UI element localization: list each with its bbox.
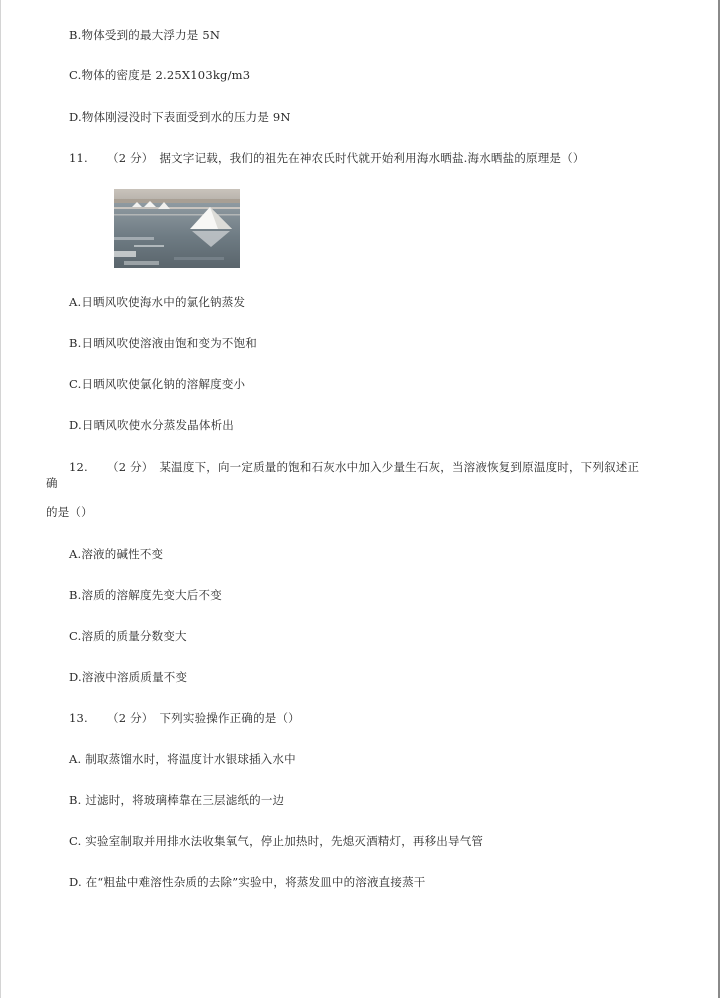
question-11-option-c: C.日晒风吹使氯化钠的溶解度变小 <box>69 377 246 391</box>
question-11-option-b: B.日晒风吹使溶液由饱和变为不饱和 <box>69 336 258 350</box>
question-13-option-d: D. 在“粗盐中难溶性杂质的去除”实验中，将蒸发皿中的溶液直接蒸干 <box>69 875 426 889</box>
question-13-option-a: A. 制取蒸馏水时，将温度计水银球插入水中 <box>69 752 296 766</box>
question-11-option-a: A.日晒风吹使海水中的氯化钠蒸发 <box>69 295 246 309</box>
question-number: 12. <box>69 460 88 474</box>
prev-option-d: D.物体刚浸没时下表面受到水的压力是 9N <box>69 110 291 124</box>
page-left-edge <box>0 0 1 998</box>
question-number: 11. <box>69 151 88 165</box>
question-score: （2 分） <box>107 151 154 165</box>
question-11-option-d: D.日晒风吹使水分蒸发晶体析出 <box>69 418 234 432</box>
question-12-option-a: A.溶液的碱性不变 <box>69 547 164 561</box>
prev-option-b: B.物体受到的最大浮力是 5N <box>69 28 221 42</box>
question-12-stem-end: 的是（） <box>46 505 93 519</box>
question-12-option-b: B.溶质的溶解度先变大后不变 <box>69 588 222 602</box>
question-13-option-b: B. 过滤时，将玻璃棒靠在三层滤纸的一边 <box>69 793 285 807</box>
question-13-option-c: C. 实验室制取并用排水法收集氧气，停止加热时，先熄灭酒精灯，再移出导气管 <box>69 834 484 848</box>
question-11-stem <box>69 150 585 166</box>
question-12-option-d: D.溶液中溶质质量不变 <box>69 670 188 684</box>
prev-option-c: C.物体的密度是 2.25X103kg/m3 <box>69 68 251 82</box>
salt-pile-image <box>114 189 240 268</box>
question-12-option-c: C.溶质的质量分数变大 <box>69 629 187 643</box>
salt-field-photo <box>114 189 240 268</box>
question-12-stem <box>69 459 639 475</box>
question-score: （2 分） <box>107 711 154 725</box>
question-score: （2 分） <box>107 460 154 474</box>
question-13-stem <box>69 710 300 726</box>
question-number: 13. <box>69 711 88 725</box>
question-text: 据文字记载，我们的祖先在神农氏时代就开始利用海水晒盐.海水晒盐的原理是（） <box>159 151 585 165</box>
question-text: 下列实验操作正确的是（） <box>159 711 300 725</box>
question-text: 某温度下，向一定质量的饱和石灰水中加入少量生石灰，当溶液恢复到原温度时，下列叙述正 <box>159 460 640 474</box>
question-12-stem-continued: 确 <box>46 476 58 490</box>
